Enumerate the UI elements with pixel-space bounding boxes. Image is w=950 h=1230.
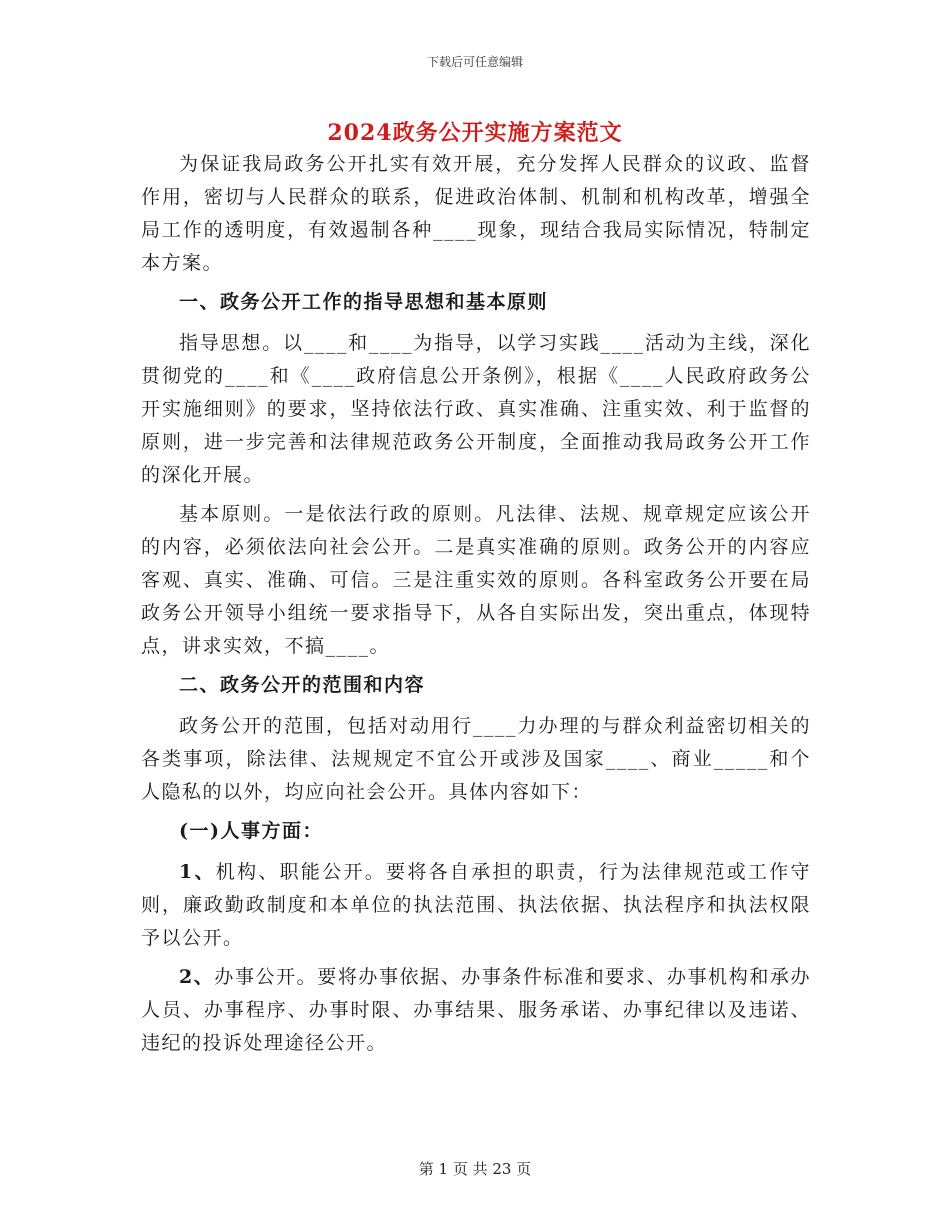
item-1-paragraph — [141, 856, 811, 955]
intro-paragraph: 为保证我局政务公开扎实有效开展，充分发挥人民群众的议政、监督作用，密切与人民群众的联系，促进政治体制、机制和机构改革，增强全局工作的透明度，有效遏制各种____现象，现结合我局实际情况，特制定本方案。 — [141, 153, 811, 274]
item-2-label: 2、 — [179, 966, 215, 988]
basic-principles-paragraph: 基本原则。一是依法行政的原则。凡法律、法规、规章规定应该公开的内容，必须依法向社会公开。二是真实准确的原则。政务公开的内容应客观、真实、准确、可信。三是注重实效的原则。各科室政务公开要在局政务公开领导小组统一要求指导下，从各自实际出发，突出重点，体现特点，讲求实效，不搞____。 — [141, 503, 811, 657]
scope-paragraph: 政务公开的范围，包括对动用行____力办理的与群众利益密切相关的各类事项，除法律、法规规定不宜公开或涉及国家____、商业_____和个人隐私的以外，均应向社会公开。具体内容如下： — [141, 715, 811, 803]
section-1-heading: 一、政务公开工作的指导思想和基本原则 — [179, 291, 549, 313]
page-header-note: 下载后可任意编辑 — [426, 55, 523, 69]
item-1-text: 机构、职能公开。要将各自承担的职责，行为法律规范或工作守则，廉政勤政制度和本单位的执法范围、执法依据、执法程序和执法权限予以公开。 — [141, 861, 811, 949]
guiding-thought-paragraph: 指导思想。以____和____为指导，以学习实践____活动为主线，深化贯彻党的____和《____政府信息公开条例》，根据《____人民政府政务公开实施细则》的要求，坚持依法行政、真实准确、注重实效、利于监督的原则，进一步完善和法律规范政务公开制度，全面推动我局政务公开工作的深化开展。 — [141, 332, 811, 486]
section-2-heading: 二、政务公开的范围和内容 — [179, 674, 426, 696]
item-2-text: 办事公开。要将办事依据、办事条件标准和要求、办事机构和承办人员、办事程序、办事时限、办事结果、服务承诺、办事纪律以及违诺、违纪的投诉处理途径公开。 — [141, 966, 811, 1054]
document-body — [141, 148, 811, 1066]
subsection-personnel-heading: (一)人事方面： — [179, 820, 323, 842]
item-1-label: 1、 — [179, 861, 216, 883]
item-2-paragraph — [141, 961, 811, 1060]
document-title: 2024政务公开实施方案范文 — [327, 120, 623, 146]
page-number-footer: 第 1 页 共 23 页 — [418, 1160, 532, 1178]
